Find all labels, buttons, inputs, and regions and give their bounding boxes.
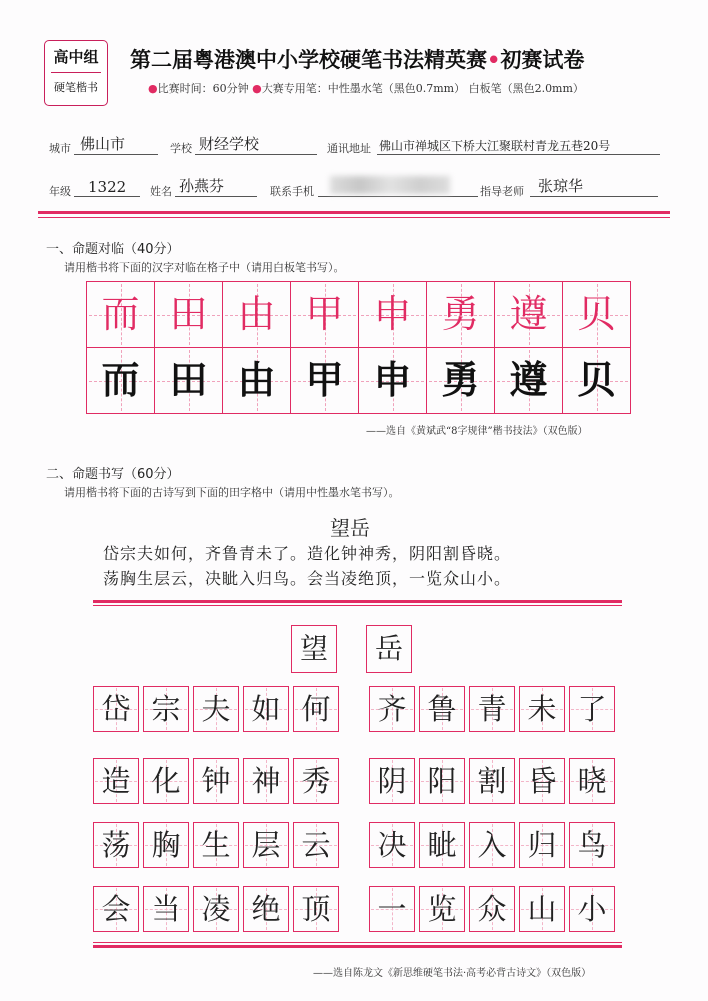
teacher-value: 张琼华 (538, 177, 584, 195)
grid-cell[interactable]: 胸 (143, 822, 189, 868)
grid-cell[interactable]: 了 (569, 686, 615, 732)
subtitle-pen: 大赛专用笔：中性墨水笔（黑色0.7mm） 白板笔（黑色2.0mm） (261, 82, 584, 95)
subtitle-time: 比赛时间：60分钟 (157, 82, 249, 95)
grid-cell[interactable]: 小 (569, 886, 615, 932)
city-value: 佛山市 (80, 135, 126, 153)
school-field[interactable] (195, 137, 317, 155)
divider-top-thin (38, 217, 670, 218)
grid-cell[interactable]: 眦 (419, 822, 465, 868)
teacher-label: 指导老师 (480, 185, 524, 198)
grid-cell[interactable]: 层 (243, 822, 289, 868)
divider-top (38, 211, 670, 214)
grid-cell[interactable]: 割 (469, 758, 515, 804)
divider-mid (93, 600, 622, 603)
answer-cell[interactable]: 贝 (563, 348, 631, 414)
grid-cell[interactable]: 神 (243, 758, 289, 804)
section2-instruction: 请用楷书将下面的古诗写到下面的田字格中（请用中性墨水笔书写）。 (64, 486, 400, 499)
grid-cell[interactable]: 山 (519, 886, 565, 932)
grade-field[interactable] (74, 179, 140, 197)
school-value: 财经学校 (199, 135, 260, 153)
divider-bottom (93, 945, 622, 948)
title-dot: • (487, 48, 501, 72)
grid-cell[interactable]: 夫 (193, 686, 239, 732)
answer-cell[interactable]: 田 (155, 348, 223, 414)
name-value: 孙燕芬 (179, 177, 225, 195)
ref-cell: 勇 (427, 282, 495, 348)
grid-cell[interactable]: 化 (143, 758, 189, 804)
title-box[interactable]: 望 (291, 625, 337, 673)
ref-cell: 由 (223, 282, 291, 348)
phone-label: 联系手机 (270, 185, 314, 198)
poem-line-2: 荡胸生层云，决眦入归鸟。会当凌绝顶，一览众山小。 (103, 569, 512, 588)
phone-redaction (330, 176, 450, 194)
ref-cell: 贝 (563, 282, 631, 348)
grid-cell[interactable]: 顶 (293, 886, 339, 932)
answer-cell[interactable]: 由 (223, 348, 291, 414)
grid-cell[interactable]: 晓 (569, 758, 615, 804)
name-label: 姓名 (150, 185, 172, 198)
grid-cell[interactable]: 凌 (193, 886, 239, 932)
grid-cell[interactable]: 青 (469, 686, 515, 732)
poem-title: 望岳 (330, 516, 370, 540)
poem-line-1: 岱宗夫如何，齐鲁青未了。造化钟神秀，阴阳割昏晓。 (103, 544, 512, 563)
group-badge (44, 40, 108, 106)
divider-bottom-thin (93, 942, 622, 943)
grid-cell[interactable]: 荡 (93, 822, 139, 868)
grid-cell[interactable]: 钟 (193, 758, 239, 804)
grid-cell[interactable]: 会 (93, 886, 139, 932)
grid-cell[interactable]: 阳 (419, 758, 465, 804)
grid-cell[interactable]: 未 (519, 686, 565, 732)
grade-label: 年级 (49, 185, 71, 198)
answer-cell[interactable]: 遵 (495, 348, 563, 414)
section1-heading: 一、命题对临（40分） (46, 242, 180, 257)
grid-cell[interactable]: 宗 (143, 686, 189, 732)
teacher-field[interactable] (530, 179, 658, 197)
grid-cell[interactable]: 览 (419, 886, 465, 932)
grid-cell[interactable]: 决 (369, 822, 415, 868)
grid-cell[interactable]: 何 (293, 686, 339, 732)
grid-cell[interactable]: 云 (293, 822, 339, 868)
city-field[interactable] (74, 137, 158, 155)
title-box[interactable]: 岳 (366, 625, 412, 673)
grid-cell[interactable]: 阴 (369, 758, 415, 804)
grid-cell[interactable]: 鲁 (419, 686, 465, 732)
grid-cell[interactable]: 一 (369, 886, 415, 932)
ref-cell: 甲 (291, 282, 359, 348)
name-field[interactable] (175, 179, 257, 197)
address-field[interactable] (377, 137, 660, 155)
ref-cell: 而 (87, 282, 155, 348)
grid-cell[interactable]: 生 (193, 822, 239, 868)
grade-value: 1322 (88, 178, 127, 196)
answer-cell[interactable]: 勇 (427, 348, 495, 414)
badge-group-label: 高中组 (53, 48, 99, 66)
title-suffix: 初赛试卷 (500, 48, 585, 72)
section1-instruction: 请用楷书将下面的汉字对临在格子中（请用白板笔书写）。 (64, 261, 345, 274)
city-label: 城市 (49, 142, 71, 155)
grid-cell[interactable]: 入 (469, 822, 515, 868)
grid-cell[interactable]: 鸟 (569, 822, 615, 868)
page-title (130, 44, 584, 74)
subtitle: ●比赛时间：60分钟 ●大赛专用笔：中性墨水笔（黑色0.7mm） 白板笔（黑色2.0mm） (148, 82, 584, 95)
address-label: 通讯地址 (327, 142, 371, 155)
ref-cell: 田 (155, 282, 223, 348)
reference-row (87, 282, 631, 348)
answer-cell[interactable]: 甲 (291, 348, 359, 414)
answer-cell[interactable]: 而 (87, 348, 155, 414)
grid-cell[interactable]: 当 (143, 886, 189, 932)
grid-cell[interactable]: 造 (93, 758, 139, 804)
title-main: 第二届粤港澳中小学校硬笔书法精英赛 (130, 48, 487, 72)
section2-source: ——选自陈龙文《新思维硬笔书法·高考必背古诗文》（双色版） (313, 968, 592, 979)
grid-cell[interactable]: 岱 (93, 686, 139, 732)
address-value: 佛山市禅城区下桥大江聚联村青龙五巷20号 (379, 139, 611, 153)
grid-cell[interactable]: 如 (243, 686, 289, 732)
grid-cell[interactable]: 秀 (293, 758, 339, 804)
grid-cell[interactable]: 齐 (369, 686, 415, 732)
answer-row (87, 348, 631, 414)
badge-style-label: 硬笔楷书 (54, 81, 98, 94)
copy-grid (86, 281, 631, 414)
grid-cell[interactable]: 绝 (243, 886, 289, 932)
ref-cell: 遵 (495, 282, 563, 348)
answer-cell[interactable]: 申 (359, 348, 427, 414)
section2-heading: 二、命题书写（60分） (46, 467, 180, 482)
section1-source: ——选自《黄斌武“8字规律”楷书技法》（双色版） (366, 426, 588, 437)
divider-mid-thin (93, 605, 622, 606)
grid-cell[interactable]: 众 (469, 886, 515, 932)
grid-cell[interactable]: 归 (519, 822, 565, 868)
ref-cell: 申 (359, 282, 427, 348)
grid-cell[interactable]: 昏 (519, 758, 565, 804)
school-label: 学校 (170, 142, 192, 155)
